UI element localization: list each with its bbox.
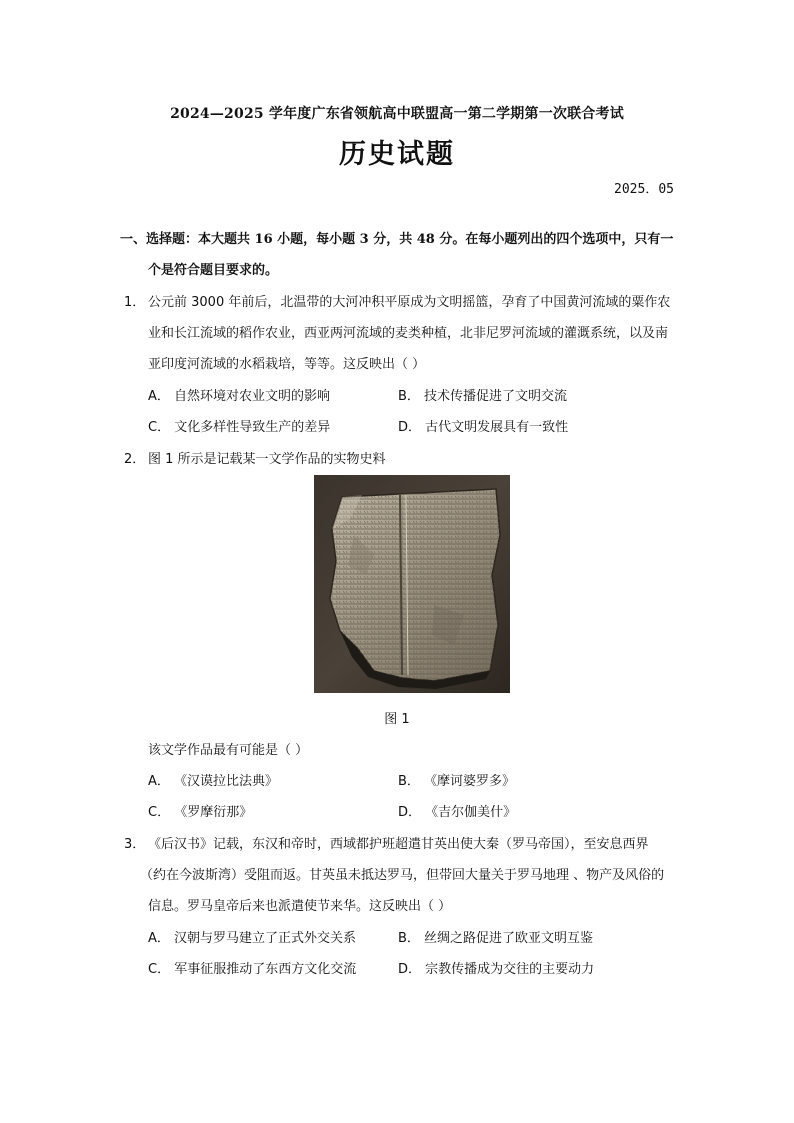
option-d: D． 古代文明发展具有一致性 [398,420,569,435]
section-heading-cont: 个是符合题目要求的。 [148,263,279,278]
section-heading: 一、选择题：本大题共 16 小题，每小题 3 分，共 48 分。在每小题列出的四个选项中，只有一 [120,232,674,247]
option-a: A． 《汉谟拉比法典》 [148,774,279,789]
option-b: B． 《摩诃婆罗多》 [398,774,516,789]
question-stem-line: （约在今波斯湾）受阻而返。甘英虽未抵达罗马，但带回大量关于罗马地理 、物产及风俗的 [140,868,665,883]
question-number: 1． [124,295,146,310]
question-stem-line: 公元前 3000 年前后，北温带的大河冲积平原成为文明摇篮，孕育了中国黄河流域的粟作农 [148,295,671,310]
option-a: A． 自然环境对农业文明的影响 [148,389,331,404]
exam-date: 2025．05 [614,182,674,197]
option-b: B． 丝绸之路促进了欧亚文明互鉴 [398,931,594,946]
question-stem-line: 信息。罗马皇帝后来也派遣使节来华。这反映出（ ） [148,899,452,914]
option-b: B． 技术传播促进了文明交流 [398,389,568,404]
option-c: C． 文化多样性导致生产的差异 [148,420,331,435]
question-stem-line: 《后汉书》记载，东汉和帝时，西域都护班超遣甘英出使大秦（罗马帝国），至安息西界 [148,837,649,852]
question-number: 3． [124,837,146,852]
clay-tablet-image [314,475,510,693]
option-c: C． 军事征服推动了东西方文化交流 [148,962,357,977]
exam-title: 2024—2025 学年度广东省领航高中联盟高一第二学期第一次联合考试 [170,106,624,122]
option-a: A． 汉朝与罗马建立了正式外交关系 [148,931,357,946]
question-follow-up: 该文学作品最有可能是（ ） [148,743,309,758]
subject-title: 历史试题 [339,139,455,170]
figure-caption: 图 1 [384,712,410,727]
question-stem-line: 亚印度河流域的水稻栽培，等等。这反映出（ ） [148,357,426,372]
option-c: C． 《罗摩衍那》 [148,805,253,820]
question-stem-line: 图 1 所示是记载某一文学作品的实物史料 [148,452,386,467]
question-stem-line: 业和长江流域的稻作农业，西亚两河流域的麦类种植，北非尼罗河流域的灌溉系统，以及南 [148,326,669,341]
question-number: 2． [124,452,146,467]
option-d: D． 《吉尔伽美什》 [398,805,517,820]
option-d: D． 宗教传播成为交往的主要动力 [398,962,595,977]
